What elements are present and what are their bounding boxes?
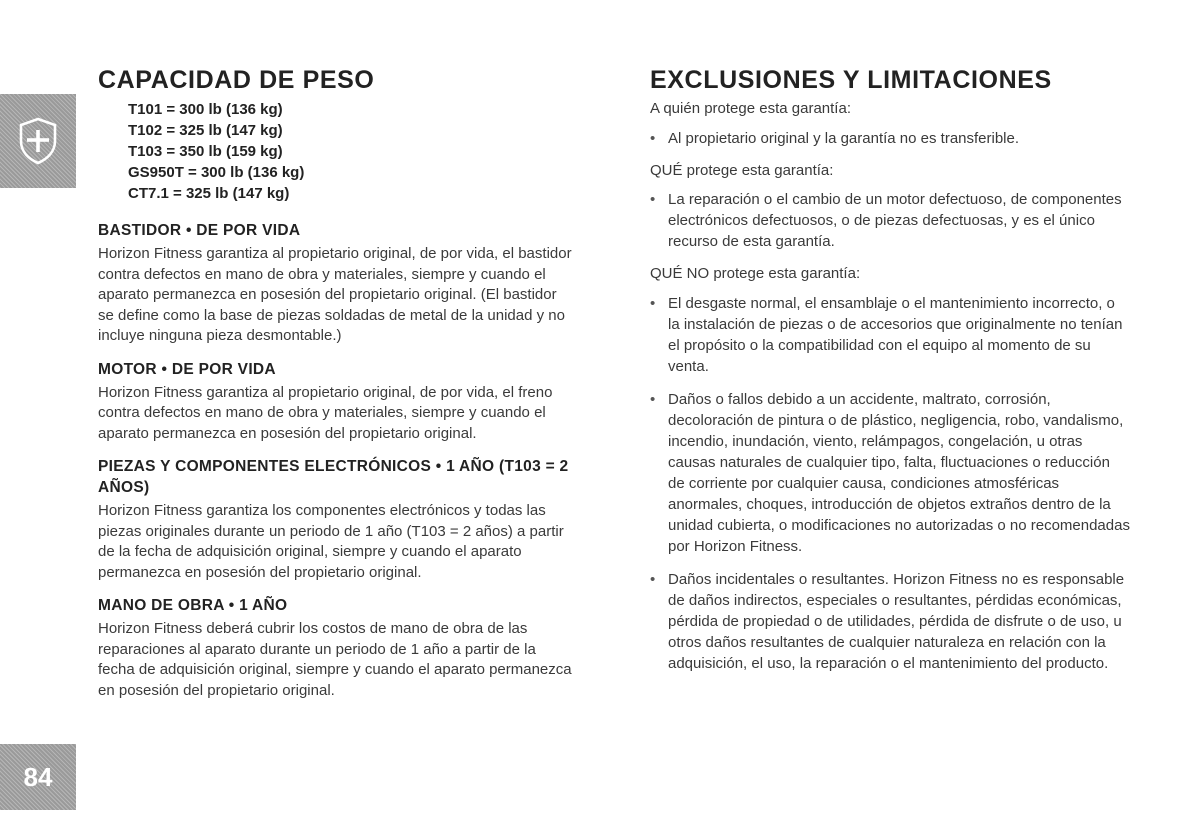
motor-heading: MOTOR • DE POR VIDA (98, 360, 276, 378)
frame-heading: BASTIDOR • DE POR VIDA (98, 222, 301, 239)
not-item: • Daños o fallos debido a un accidente, maltrato, corrosión, decoloración de pintura o de plástico, negligencia, robo, vandalismo, incendio, inundación, viento, relámpagos, congelación, u otras causas naturales de cualquier tipo, falta, fluctuaciones o reducción de corriente por cualquier causa, condiciones atmosféricas anormales, choques, introducción de objetos extraños dentro de la unidad cubierta, o modificaciones no autorizadas o no recomendadas por Horizon Fitness. (650, 389, 1130, 557)
page-number: 84 (23, 761, 53, 792)
what-item: • La reparación o el cambio de un motor defectuoso, de componentes electrónicos defectuosos, o de piezas defectuosas, y es el único recurso de esta garantía. (650, 189, 1130, 252)
not-item: • Daños incidentales o resultantes. Horizon Fitness no es responsable de daños indirectos, especiales o resultantes, pérdidas económicas, pérdida de propiedad o de utilidades, pérdida de disfrute o de uso, u otros daños resultantes de cualquier naturaleza en relación con la adquisición, el uso, la reparación o el mantenimiento del producto. (650, 569, 1130, 674)
weight-capacity-title: CAPACIDAD DE PESO (98, 66, 375, 94)
weight-list (128, 99, 576, 204)
motor-body: Horizon Fitness garantiza al propietario original, de por vida, el freno contra defectos en mano de obra y materiales, siempre y cuando el aparato permanezca en posesión del propietario original. (98, 383, 553, 442)
who-item: • Al propietario original y la garantía no es transferible. (650, 128, 1130, 149)
warranty-tab (0, 94, 76, 188)
weight-item: CT7.1 = 325 lb (147 kg) (128, 185, 290, 202)
page-number-tab (0, 744, 76, 810)
electronics-heading: PIEZAS Y COMPONENTES ELECTRÓNICOS • 1 AÑO (T103 = 2 AÑOS) (98, 458, 569, 496)
frame-body: Horizon Fitness garantiza al propietario original, de por vida, el bastidor contra defectos en mano de obra y materiales, siempre y cuando el aparato permanezca en posesión del propietario original. (El bastidor se define como la base de piezas soldadas de metal de la unidad y no incluye ninguna pieza desmontable.) (98, 245, 572, 344)
not-list (650, 293, 1130, 674)
shield-icon (18, 117, 58, 165)
not-item: • El desgaste normal, el ensamblaje o el mantenimiento incorrecto, o la instalación de piezas o de accesorios que originalmente no tenían el propósito o la compatibilidad con el equipo al momento de su venta. (650, 293, 1130, 377)
not-intro: QUÉ NO protege esta garantía: (650, 265, 861, 282)
right-column (650, 66, 1130, 686)
weight-item: T101 = 300 lb (136 kg) (128, 101, 283, 118)
electronics-body: Horizon Fitness garantiza los componentes electrónicos y todas las piezas originales durante un periodo de 1 año (T103 = 2 años) a partir de la fecha de adquisición original, siempre y cuando el aparato permanezca en posesión del propietario original. (98, 502, 564, 581)
labor-heading: MANO DE OBRA • 1 AÑO (98, 597, 288, 614)
left-column (98, 66, 576, 713)
weight-item: T102 = 325 lb (147 kg) (128, 122, 283, 139)
weight-item: GS950T = 300 lb (136 kg) (128, 164, 305, 181)
labor-body: Horizon Fitness deberá cubrir los costos de mano de obra de las reparaciones al aparato durante un periodo de 1 año a partir de la fecha de adquisición original, siempre y cuando el aparato permanezca en posesión del propietario original. (98, 620, 572, 699)
weight-item: T103 = 350 lb (159 kg) (128, 143, 283, 160)
what-list (650, 189, 1130, 252)
who-list (650, 128, 1130, 149)
what-intro: QUÉ protege esta garantía: (650, 161, 834, 179)
who-intro: A quién protege esta garantía: (650, 100, 851, 117)
exclusions-title: EXCLUSIONES Y LIMITACIONES (650, 66, 1052, 94)
